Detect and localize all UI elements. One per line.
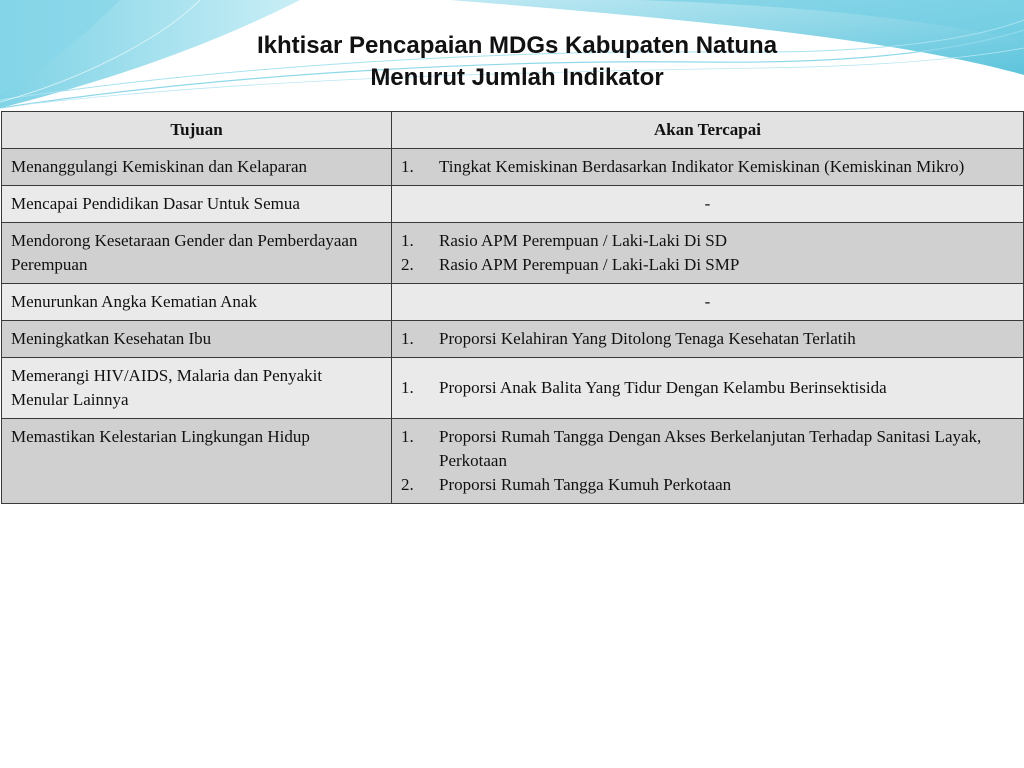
header-akan-tercapai: Akan Tercapai xyxy=(392,112,1024,149)
list-item xyxy=(401,376,1014,400)
table-row xyxy=(2,358,1024,419)
item-number: 2. xyxy=(401,475,414,494)
indicator-list xyxy=(401,155,1014,179)
item-text: Proporsi Anak Balita Yang Tidur Dengan Kelambu Berinsektisida xyxy=(439,378,887,397)
list-item xyxy=(401,473,1014,497)
title-line-1: Ikhtisar Pencapaian MDGs Kabupaten Natuna xyxy=(256,32,778,59)
list-item xyxy=(401,425,1014,473)
table-row xyxy=(2,223,1024,284)
item-text: Proporsi Rumah Tangga Dengan Akses Berkelanjutan Terhadap Sanitasi Layak, Perkotaan xyxy=(439,427,982,470)
goal-cell: Mendorong Kesetaraan Gender dan Pemberdayaan Perempuan xyxy=(2,223,392,284)
header-tujuan: Tujuan xyxy=(2,112,392,149)
item-number: 1. xyxy=(401,378,414,397)
item-number: 1. xyxy=(401,157,414,176)
item-text: Rasio APM Perempuan / Laki-Laki Di SD xyxy=(439,231,728,250)
item-number: 1. xyxy=(401,427,414,446)
indicator-list xyxy=(401,425,1014,497)
list-item xyxy=(401,253,1014,277)
list-item xyxy=(401,327,1014,351)
item-text: Proporsi Rumah Tangga Kumuh Perkotaan xyxy=(439,475,732,494)
indicator-list xyxy=(401,376,1014,400)
indicator-cell xyxy=(392,321,1024,358)
table-row xyxy=(2,419,1024,504)
item-text: Rasio APM Perempuan / Laki-Laki Di SMP xyxy=(439,255,740,274)
indicator-list xyxy=(401,229,1014,277)
table-row xyxy=(2,186,1024,223)
item-text: Tingkat Kemiskinan Berdasarkan Indikator Kemiskinan (Kemiskinan Mikro) xyxy=(439,157,965,176)
item-number: 2. xyxy=(401,255,414,274)
goal-cell: Memastikan Kelestarian Lingkungan Hidup xyxy=(2,419,392,504)
indicator-cell xyxy=(392,223,1024,284)
item-text: Proporsi Kelahiran Yang Ditolong Tenaga Kesehatan Terlatih xyxy=(439,329,856,348)
table-row xyxy=(2,149,1024,186)
mdg-table xyxy=(1,111,1024,504)
indicator-cell: - xyxy=(392,284,1024,321)
indicator-cell xyxy=(392,358,1024,419)
table-row xyxy=(2,284,1024,321)
indicator-cell: - xyxy=(392,186,1024,223)
table-row xyxy=(2,321,1024,358)
page-title xyxy=(0,30,1024,94)
goal-cell: Memerangi HIV/AIDS, Malaria dan Penyakit Menular Lainnya xyxy=(2,358,392,419)
table-header-row xyxy=(2,112,1024,149)
list-item xyxy=(401,155,1014,179)
indicator-cell xyxy=(392,419,1024,504)
indicator-list xyxy=(401,327,1014,351)
goal-cell: Menurunkan Angka Kematian Anak xyxy=(2,284,392,321)
goal-cell: Mencapai Pendidikan Dasar Untuk Semua xyxy=(2,186,392,223)
goal-cell: Meningkatkan Kesehatan Ibu xyxy=(2,321,392,358)
list-item xyxy=(401,229,1014,253)
item-number: 1. xyxy=(401,329,414,348)
indicator-cell xyxy=(392,149,1024,186)
goal-cell: Menanggulangi Kemiskinan dan Kelaparan xyxy=(2,149,392,186)
title-line-2: Menurut Jumlah Indikator xyxy=(370,64,664,91)
item-number: 1. xyxy=(401,231,414,250)
